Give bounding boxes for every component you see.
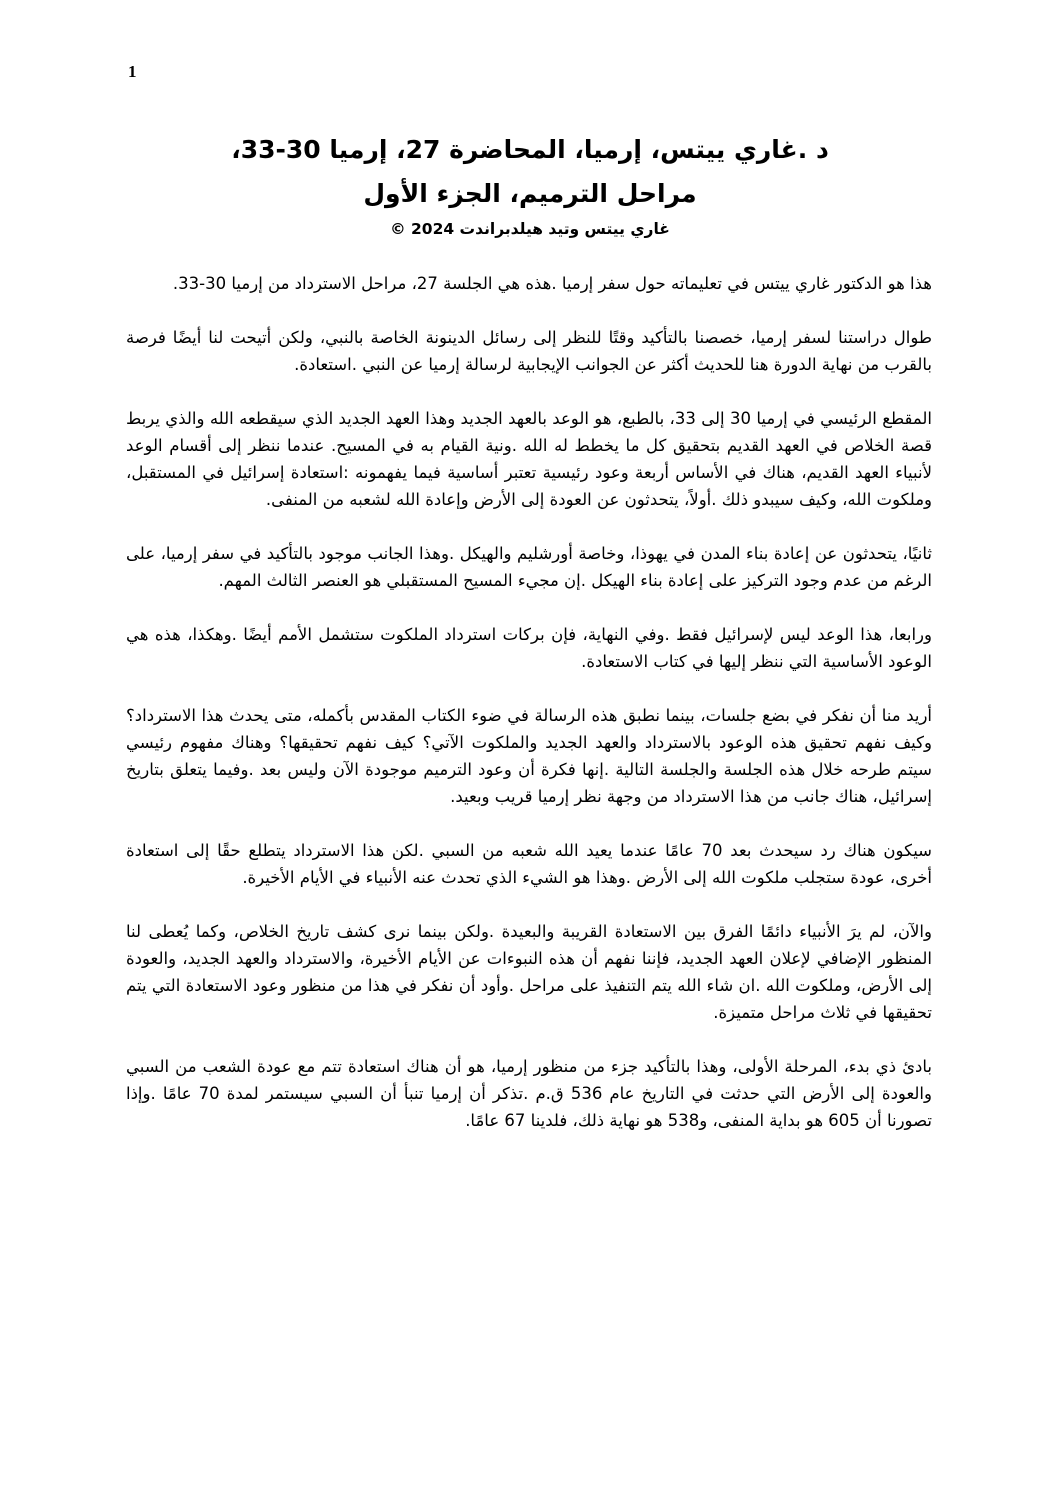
paragraph: والآن، لم يرَ الأنبياء دائمًا الفرق بين الاستعادة القريبة والبعيدة .ولكن بينما نرى كشف تاريخ الخلاص، وكما يُعطى لنا المنظور الإضافي لإعلان العهد الجديد، فإننا نفهم أن هذه النبوءات عن الأيام الأخيرة، والاسترداد والعهد الجديد، والعودة إلى الأرض، وملكوت الله .ان شاء الله يتم التنفيذ على مراحل .وأود أن نفكر في هذا من منظور وعود الاستعادة التي يتم تحقيقها في ثلاث مراحل متميزة. <box>126 922 932 1022</box>
paragraph: بادئ ذي بدء، المرحلة الأولى، وهذا بالتأكيد جزء من منظور إرميا، هو أن هناك استعادة تتم مع عودة الشعب من السبي والعودة إلى الأرض التي حدثت في التاريخ عام 536 ق.م .تذكر أن إرميا تنبأ أن السبي سيستمر لمدة 70 عامًا .وإذا تصورنا أن 605 هو بداية المنفى، و538 هو نهاية ذلك، فلدينا 67 عامًا. <box>126 1057 932 1130</box>
document-header <box>130 128 930 242</box>
paragraph: ورابعا، هذا الوعد ليس لإسرائيل فقط .وفي النهاية، فإن بركات استرداد الملكوت ستشمل الأمم أيضًا .وهكذا، هذه هي الوعود الأساسية التي ننظر إليها في كتاب الاستعادة. <box>126 625 932 671</box>
paragraph: ثانيًا، يتحدثون عن إعادة بناء المدن في يهوذا، وخاصة أورشليم والهيكل .وهذا الجانب موجود بالتأكيد في سفر إرميا، على الرغم من عدم وجود التركيز على إعادة بناء الهيكل .إن مجيء المسيح المستقبلي هو العنصر الثالث المهم. <box>126 544 932 590</box>
paragraph: المقطع الرئيسي في إرميا 30 إلى 33، بالطبع، هو الوعد بالعهد الجديد وهذا العهد الجديد الذي سيقطعه الله والذي يربط قصة الخلاص في العهد القديم بتحقيق كل ما يخطط له الله .ونية القيام به في المسيح. عندما ننظر إلى أقسام الوعد لأنبياء العهد القديم، هناك في الأساس أربعة وعود رئيسية تعتبر أساسية فيما يفهمونه :استعادة إسرائيل في المستقبل، وملكوت الله، وكيف سيبدو ذلك .أولاً، يتحدثون عن العودة إلى الأرض وإعادة الله لشعبه من المنفى. <box>126 409 933 509</box>
page-number: 1 <box>128 62 137 81</box>
copyright-notice: غاري ييتس وتيد هيلدبراندت 2024 © <box>390 220 670 238</box>
document-subtitle: مراحل الترميم، الجزء الأول <box>363 179 697 208</box>
document-title: د .غاري ييتس، إرميا، المحاضرة 27، إرميا 30-33، <box>231 135 829 164</box>
paragraph: طوال دراستنا لسفر إرميا، خصصنا بالتأكيد وقتًا للنظر إلى رسائل الدينونة الخاصة بالنبي، ولكن أتيحت لنا أيضًا فرصة بالقرب من نهاية الدورة هنا للحديث أكثر عن الجوانب الإيجابية لرسالة إرميا عن النبي .استعادة. <box>126 328 932 374</box>
paragraph: سيكون هناك رد سيحدث بعد 70 عامًا عندما يعيد الله شعبه من السبي .لكن هذا الاسترداد يتطلع حقًا إلى استعادة أخرى، عودة ستجلب ملكوت الله إلى الأرض .وهذا هو الشيء الذي تحدث عنه الأنبياء في الأيام الأخيرة. <box>126 841 932 887</box>
document-body <box>126 270 932 1161</box>
paragraph: أريد منا أن نفكر في بضع جلسات، بينما نطبق هذه الرسالة في ضوء الكتاب المقدس بأكمله، متى يحدث هذا الاسترداد؟ وكيف نفهم تحقيق هذه الوعود بالاسترداد والعهد الجديد والملكوت الآتي؟ كيف نفهم تحقيقها؟ وهناك مفهوم رئيسي سيتم طرحه خلال هذه الجلسة والجلسة التالية .إنها فكرة أن وعود الترميم موجودة الآن وليس بعد .وفيما يتعلق بتاريخ إسرائيل، هناك جانب من هذا الاسترداد من وجهة نظر إرميا قريب وبعيد. <box>126 706 932 806</box>
paragraph-intro: هذا هو الدكتور غاري ييتس في تعليماته حول سفر إرميا .هذه هي الجلسة 27، مراحل الاسترداد من إرميا 30-33. <box>172 274 932 293</box>
